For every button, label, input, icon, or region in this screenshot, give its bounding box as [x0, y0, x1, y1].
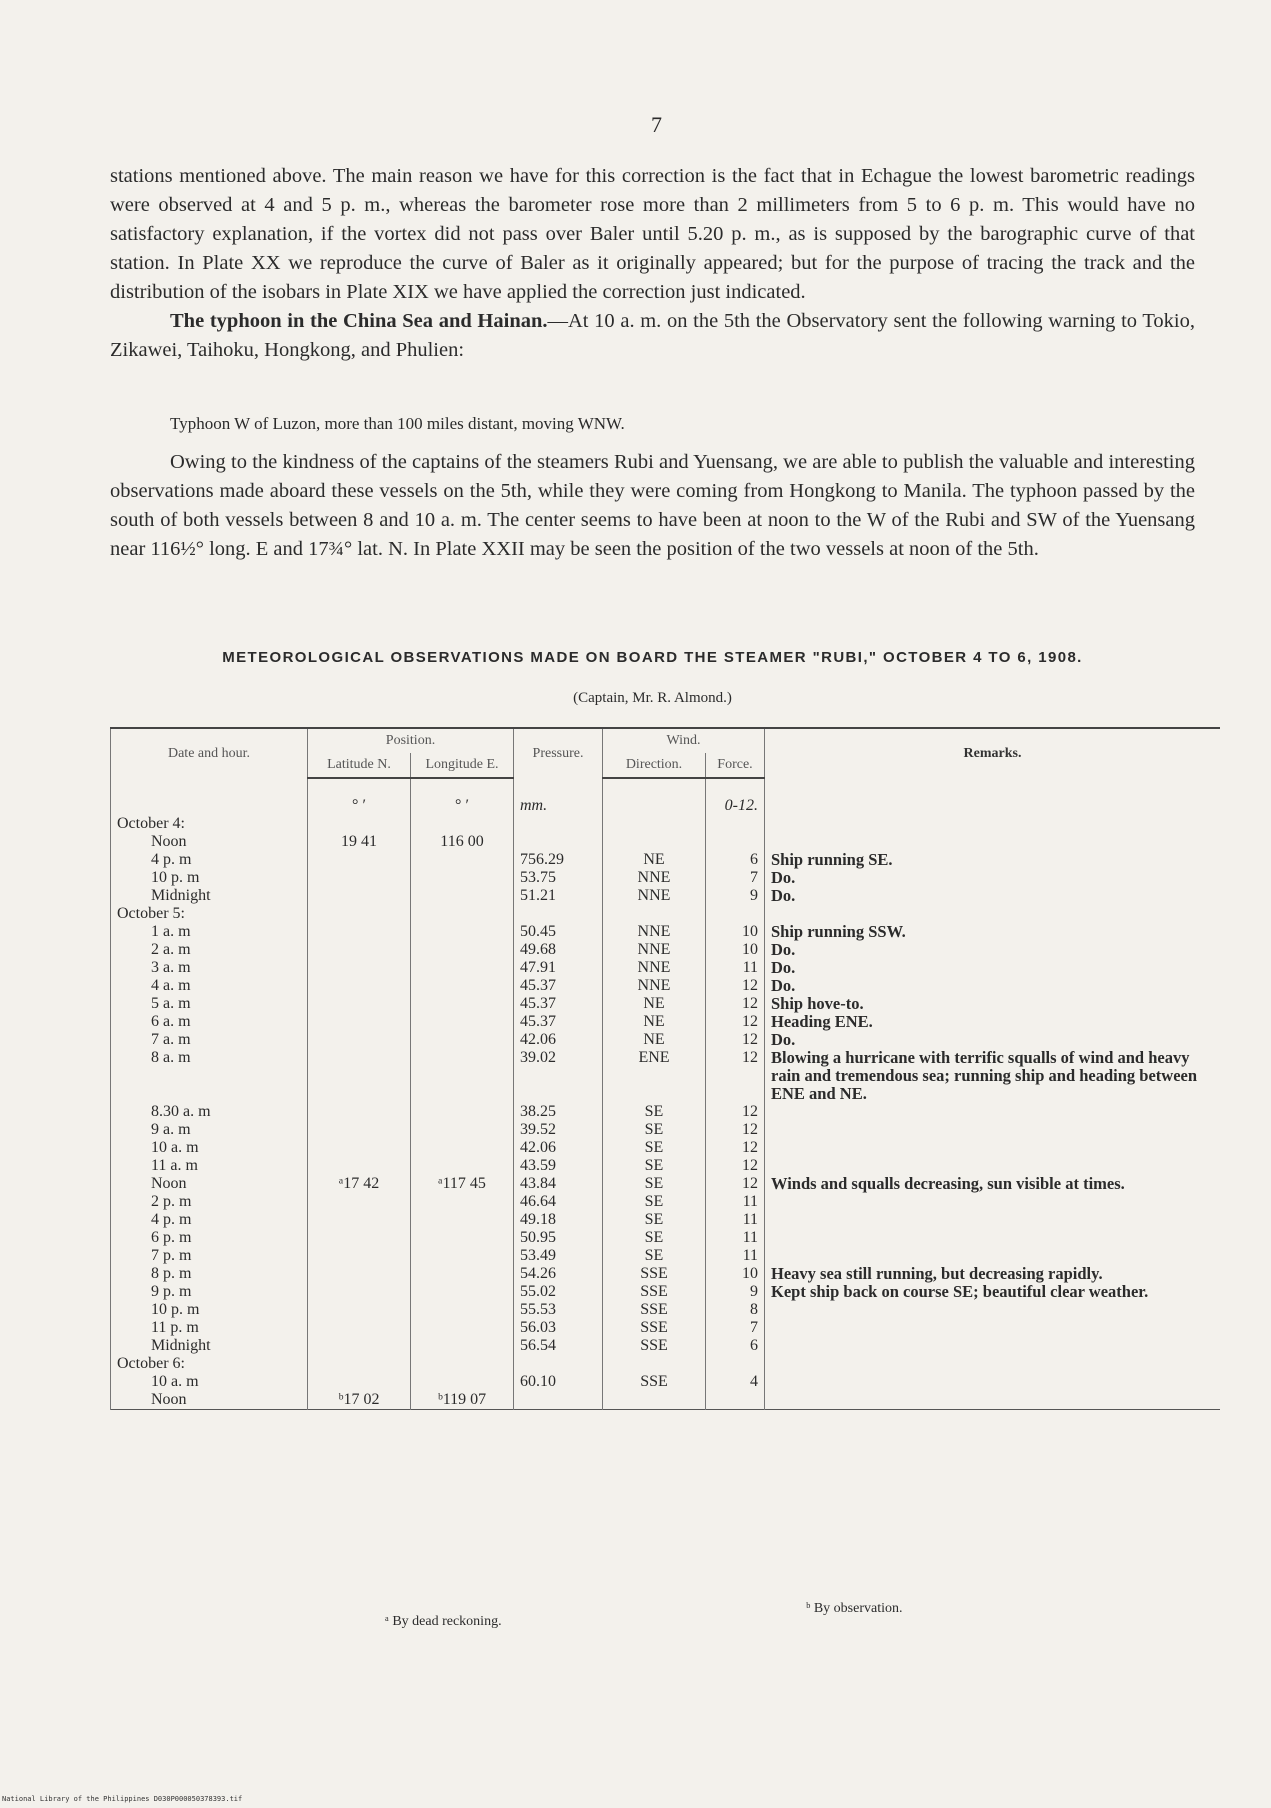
row-pressure: 49.68 [514, 941, 603, 959]
row-remark [765, 1211, 1221, 1229]
row-pressure: 55.53 [514, 1301, 603, 1319]
row-wind-direction: SSE [603, 1283, 706, 1301]
row-wind-force: 10 [706, 941, 765, 959]
row-wind-force: 12 [706, 1049, 765, 1103]
row-wind-force: 12 [706, 1157, 765, 1175]
row-pressure [514, 833, 603, 851]
table-row [111, 1139, 1221, 1157]
row-date: 11 a. m [111, 1157, 308, 1175]
row-wind-force: 12 [706, 1031, 765, 1049]
row-remark: Winds and squalls decreasing, sun visible at times. [765, 1175, 1221, 1193]
table-group-row [111, 815, 1221, 833]
row-latitude [308, 995, 411, 1013]
table-row [111, 977, 1221, 995]
row-wind-force: 12 [706, 1013, 765, 1031]
row-wind-direction: SE [603, 1175, 706, 1193]
row-wind-force [706, 905, 765, 923]
table-group-row [111, 1355, 1221, 1373]
row-remark [765, 1373, 1221, 1391]
paragraph-2 [110, 307, 1195, 365]
table-row [111, 1283, 1221, 1301]
header-position: Position. [308, 728, 514, 753]
row-remark: Ship running SSW. [765, 923, 1221, 941]
row-pressure: 756.29 [514, 851, 603, 869]
table-row [111, 1049, 1221, 1103]
row-date: 4 p. m [111, 1211, 308, 1229]
row-longitude [411, 1211, 514, 1229]
row-date: October 4: [111, 815, 308, 833]
header-direction: Direction. [603, 753, 706, 778]
row-remark: Ship hove-to. [765, 995, 1221, 1013]
row-latitude [308, 1049, 411, 1103]
row-wind-direction: NE [603, 1031, 706, 1049]
row-wind-force: 6 [706, 1337, 765, 1355]
row-wind-direction: NNE [603, 977, 706, 995]
row-latitude [308, 1247, 411, 1265]
row-wind-direction [603, 815, 706, 833]
row-latitude: 19 41 [308, 833, 411, 851]
row-pressure: 39.52 [514, 1121, 603, 1139]
table-row [111, 1175, 1221, 1193]
row-latitude: ᵃ17 42 [308, 1175, 411, 1193]
row-pressure: 50.45 [514, 923, 603, 941]
row-date: 3 a. m [111, 959, 308, 977]
header-date: Date and hour. [111, 728, 308, 778]
body-text-2 [110, 448, 1195, 564]
row-wind-direction: SE [603, 1193, 706, 1211]
paragraph-3: Owing to the kindness of the captains of the steamers Rubi and Yuensang, we are able to publish the valuable and interesting observations made aboard these vessels on the 5th, while they were coming from Hongkong to Manila. The typhoon passed by the south of both vessels between 8 and 10 a. m. The center seems to have been at noon to the W of the Rubi and SW of the Yuensang near 116½° long. E and 17¾° lat. N. In Plate XXII may be seen the position of the two vessels at noon of the 5th. [110, 451, 1195, 560]
row-longitude [411, 1049, 514, 1103]
row-longitude [411, 923, 514, 941]
row-longitude [411, 941, 514, 959]
row-longitude [411, 1229, 514, 1247]
row-wind-force: 11 [706, 1229, 765, 1247]
row-longitude [411, 977, 514, 995]
row-pressure: 39.02 [514, 1049, 603, 1103]
row-date: 10 p. m [111, 869, 308, 887]
row-wind-direction: NE [603, 995, 706, 1013]
row-date: 5 a. m [111, 995, 308, 1013]
row-wind-direction [603, 1391, 706, 1410]
unit-lat: ° ′ [308, 797, 411, 815]
row-date: 1 a. m [111, 923, 308, 941]
row-wind-force: 7 [706, 1319, 765, 1337]
row-longitude [411, 995, 514, 1013]
table-row [111, 1211, 1221, 1229]
row-latitude [308, 941, 411, 959]
row-date: 4 a. m [111, 977, 308, 995]
row-latitude [308, 959, 411, 977]
row-wind-force: 10 [706, 1265, 765, 1283]
header-latitude: Latitude N. [308, 753, 411, 778]
unit-lon: ° ′ [411, 797, 514, 815]
table-row [111, 1031, 1221, 1049]
row-latitude [308, 1121, 411, 1139]
row-longitude [411, 887, 514, 905]
row-longitude: ᵃ117 45 [411, 1175, 514, 1193]
row-longitude [411, 1139, 514, 1157]
row-longitude [411, 1193, 514, 1211]
row-wind-direction: NNE [603, 941, 706, 959]
row-pressure: 55.02 [514, 1283, 603, 1301]
table-group-row [111, 905, 1221, 923]
row-latitude [308, 1265, 411, 1283]
body-text [110, 162, 1195, 365]
row-longitude [411, 1265, 514, 1283]
row-wind-direction: SE [603, 1139, 706, 1157]
row-longitude [411, 1103, 514, 1121]
row-remark [765, 1229, 1221, 1247]
row-pressure: 50.95 [514, 1229, 603, 1247]
row-wind-direction: NNE [603, 887, 706, 905]
row-remark: Do. [765, 1031, 1221, 1049]
row-pressure: 60.10 [514, 1373, 603, 1391]
row-pressure: 53.49 [514, 1247, 603, 1265]
row-pressure: 56.03 [514, 1319, 603, 1337]
row-remark [765, 1247, 1221, 1265]
row-pressure: 45.37 [514, 1013, 603, 1031]
header-force: Force. [706, 753, 765, 778]
row-latitude [308, 1103, 411, 1121]
row-wind-force: 11 [706, 959, 765, 977]
row-longitude [411, 1355, 514, 1373]
row-remark: Do. [765, 887, 1221, 905]
row-remark [765, 1157, 1221, 1175]
row-pressure [514, 905, 603, 923]
row-date: October 5: [111, 905, 308, 923]
header-longitude: Longitude E. [411, 753, 514, 778]
row-pressure: 53.75 [514, 869, 603, 887]
row-remark [765, 1319, 1221, 1337]
row-wind-force: 4 [706, 1373, 765, 1391]
row-wind-direction: SSE [603, 1319, 706, 1337]
row-wind-force [706, 815, 765, 833]
row-latitude [308, 1211, 411, 1229]
row-longitude [411, 1301, 514, 1319]
row-longitude [411, 1013, 514, 1031]
row-remark [765, 1121, 1221, 1139]
table-row [111, 995, 1221, 1013]
row-date: 4 p. m [111, 851, 308, 869]
header-pressure: Pressure. [514, 728, 603, 778]
row-latitude: ᵇ17 02 [308, 1391, 411, 1410]
table-row [111, 887, 1221, 905]
row-date: 9 a. m [111, 1121, 308, 1139]
row-remark: Heading ENE. [765, 1013, 1221, 1031]
row-latitude [308, 923, 411, 941]
row-latitude [308, 1301, 411, 1319]
row-wind-direction: SSE [603, 1373, 706, 1391]
row-date: 11 p. m [111, 1319, 308, 1337]
row-wind-force: 12 [706, 1121, 765, 1139]
row-latitude [308, 1193, 411, 1211]
row-longitude [411, 1319, 514, 1337]
row-wind-direction [603, 905, 706, 923]
row-remark: Do. [765, 941, 1221, 959]
footnote-observation: ᵇ By observation. [806, 1601, 903, 1616]
row-pressure [514, 1355, 603, 1373]
row-remark: Ship running SE. [765, 851, 1221, 869]
observations-table [110, 727, 1220, 1410]
row-date: 2 a. m [111, 941, 308, 959]
row-latitude [308, 1031, 411, 1049]
table-row [111, 851, 1221, 869]
row-wind-direction: SE [603, 1229, 706, 1247]
row-remark [765, 1193, 1221, 1211]
row-longitude [411, 959, 514, 977]
row-pressure: 45.37 [514, 995, 603, 1013]
row-remark: Blowing a hurricane with terrific squalls of wind and heavy rain and tremendous sea; running ship and heading between ENE and NE. [765, 1049, 1221, 1103]
row-date: 6 a. m [111, 1013, 308, 1031]
row-wind-direction: SSE [603, 1337, 706, 1355]
row-longitude [411, 1031, 514, 1049]
table-row [111, 1103, 1221, 1121]
row-wind-force [706, 1355, 765, 1373]
row-remark: Kept ship back on course SE; beautiful clear weather. [765, 1283, 1221, 1301]
row-pressure: 51.21 [514, 887, 603, 905]
row-date: 10 a. m [111, 1373, 308, 1391]
row-wind-direction: SE [603, 1103, 706, 1121]
row-pressure: 49.18 [514, 1211, 603, 1229]
row-latitude [308, 1337, 411, 1355]
row-wind-force: 10 [706, 923, 765, 941]
row-remark: Do. [765, 977, 1221, 995]
row-date: Midnight [111, 1337, 308, 1355]
row-pressure: 56.54 [514, 1337, 603, 1355]
table-row [111, 1373, 1221, 1391]
table-row [111, 1013, 1221, 1031]
page-number: 7 [651, 112, 662, 137]
row-remark [765, 1139, 1221, 1157]
row-wind-direction: SE [603, 1211, 706, 1229]
table-row [111, 1265, 1221, 1283]
row-date: 9 p. m [111, 1283, 308, 1301]
row-pressure: 42.06 [514, 1139, 603, 1157]
row-pressure [514, 1391, 603, 1410]
row-wind-force: 6 [706, 851, 765, 869]
table-spacer [111, 778, 1221, 797]
table-row [111, 869, 1221, 887]
row-wind-force: 12 [706, 1175, 765, 1193]
table-title: METEOROLOGICAL OBSERVATIONS MADE ON BOARD THE STEAMER "RUBI," OCTOBER 4 TO 6, 1908. [222, 649, 1083, 666]
row-latitude [308, 1013, 411, 1031]
row-pressure: 38.25 [514, 1103, 603, 1121]
row-pressure: 47.91 [514, 959, 603, 977]
row-longitude [411, 815, 514, 833]
row-date: Noon [111, 833, 308, 851]
row-remark [765, 1103, 1221, 1121]
row-remark [765, 905, 1221, 923]
row-wind-force [706, 833, 765, 851]
table-row [111, 923, 1221, 941]
row-wind-direction: NNE [603, 869, 706, 887]
row-remark [765, 815, 1221, 833]
row-wind-direction: NE [603, 851, 706, 869]
row-wind-direction: ENE [603, 1049, 706, 1103]
row-wind-force: 11 [706, 1211, 765, 1229]
table-row [111, 1157, 1221, 1175]
row-pressure: 43.59 [514, 1157, 603, 1175]
row-remark [765, 833, 1221, 851]
row-date: 10 p. m [111, 1301, 308, 1319]
paragraph-1: stations mentioned above. The main reason we have for this correction is the fact that in Echague the lowest barometric readings were observed at 4 and 5 p. m., whereas the barometer rose more than 2 millimeters from 5 to 6 p. m. This would have no satisfactory explanation, if the vortex did not pass over Baler until 5.20 p. m., as is supposed by the barographic curve of that station. In Plate XX we reproduce the curve of Baler as it originally appeared; but for the purpose of tracing the track and the distribution of the isobars in Plate XIX we have applied the correction just indicated. [110, 165, 1195, 303]
row-latitude [308, 905, 411, 923]
row-date: 2 p. m [111, 1193, 308, 1211]
row-wind-direction: SSE [603, 1265, 706, 1283]
row-date: Midnight [111, 887, 308, 905]
row-latitude [308, 1373, 411, 1391]
unit-pressure: mm. [514, 797, 603, 815]
row-date: 6 p. m [111, 1229, 308, 1247]
row-wind-force: 12 [706, 1139, 765, 1157]
row-wind-direction: SSE [603, 1301, 706, 1319]
row-wind-direction: SE [603, 1121, 706, 1139]
table-row [111, 959, 1221, 977]
scan-credit: National Library of the Philippines D030P000050378393.tif [2, 1795, 243, 1803]
units-row [111, 797, 1221, 815]
row-wind-direction [603, 1355, 706, 1373]
row-remark: Do. [765, 959, 1221, 977]
row-pressure: 45.37 [514, 977, 603, 995]
row-wind-force: 9 [706, 887, 765, 905]
row-latitude [308, 1355, 411, 1373]
table-row [111, 1229, 1221, 1247]
row-wind-direction: SE [603, 1247, 706, 1265]
row-remark [765, 1337, 1221, 1355]
row-date: Noon [111, 1391, 308, 1410]
row-latitude [308, 1157, 411, 1175]
row-wind-direction: SE [603, 1157, 706, 1175]
paragraph-2-text: —At 10 a. m. on the 5th the Observatory sent the following warning to Tokio, Zikawei, Taihoku, Hongkong, and Phulien: [110, 310, 1195, 361]
row-longitude: 116 00 [411, 833, 514, 851]
row-longitude [411, 1157, 514, 1175]
row-longitude [411, 1121, 514, 1139]
row-longitude [411, 869, 514, 887]
unit-force: 0-12. [706, 797, 765, 815]
table-row [111, 1247, 1221, 1265]
row-wind-force: 8 [706, 1301, 765, 1319]
row-wind-direction: NE [603, 1013, 706, 1031]
row-wind-force: 7 [706, 869, 765, 887]
row-remark [765, 1301, 1221, 1319]
table-row [111, 1337, 1221, 1355]
row-remark [765, 1391, 1221, 1410]
row-wind-force: 12 [706, 995, 765, 1013]
table-row [111, 941, 1221, 959]
row-longitude [411, 851, 514, 869]
header-remarks: Remarks. [765, 728, 1221, 778]
row-latitude [308, 815, 411, 833]
row-pressure: 42.06 [514, 1031, 603, 1049]
table-row [111, 1319, 1221, 1337]
row-wind-force: 12 [706, 977, 765, 995]
row-wind-force: 11 [706, 1247, 765, 1265]
row-pressure: 43.84 [514, 1175, 603, 1193]
row-latitude [308, 1139, 411, 1157]
row-longitude [411, 1337, 514, 1355]
row-pressure: 46.64 [514, 1193, 603, 1211]
row-latitude [308, 1319, 411, 1337]
row-wind-direction [603, 833, 706, 851]
observations-body [111, 778, 1221, 1410]
row-wind-direction: NNE [603, 959, 706, 977]
row-date: 8 p. m [111, 1265, 308, 1283]
table-subtitle: (Captain, Mr. R. Almond.) [573, 690, 732, 706]
row-latitude [308, 977, 411, 995]
table-row [111, 1121, 1221, 1139]
row-longitude [411, 1247, 514, 1265]
header-wind: Wind. [603, 728, 765, 753]
row-longitude [411, 905, 514, 923]
row-remark: Do. [765, 869, 1221, 887]
row-wind-direction: NNE [603, 923, 706, 941]
row-wind-force: 11 [706, 1193, 765, 1211]
row-latitude [308, 869, 411, 887]
table-row [111, 1301, 1221, 1319]
row-longitude: ᵇ119 07 [411, 1391, 514, 1410]
row-remark [765, 1355, 1221, 1373]
row-date: 8 a. m [111, 1049, 308, 1103]
row-pressure: 54.26 [514, 1265, 603, 1283]
table-row [111, 1391, 1221, 1410]
table-row [111, 833, 1221, 851]
section-heading: The typhoon in the China Sea and Hainan. [170, 310, 548, 332]
row-longitude [411, 1373, 514, 1391]
row-date: Noon [111, 1175, 308, 1193]
row-wind-force: 12 [706, 1103, 765, 1121]
row-date: 7 p. m [111, 1247, 308, 1265]
row-latitude [308, 1229, 411, 1247]
row-date: October 6: [111, 1355, 308, 1373]
row-latitude [308, 1283, 411, 1301]
table-row [111, 1193, 1221, 1211]
warning-message: Typhoon W of Luzon, more than 100 miles distant, moving WNW. [170, 414, 625, 433]
row-wind-force [706, 1391, 765, 1410]
row-date: 7 a. m [111, 1031, 308, 1049]
row-date: 8.30 a. m [111, 1103, 308, 1121]
footnote-dead-reckoning: ᵃ By dead reckoning. [385, 1614, 502, 1629]
row-date: 10 a. m [111, 1139, 308, 1157]
row-latitude [308, 851, 411, 869]
row-longitude [411, 1283, 514, 1301]
row-latitude [308, 887, 411, 905]
row-remark: Heavy sea still running, but decreasing rapidly. [765, 1265, 1221, 1283]
row-pressure [514, 815, 603, 833]
row-wind-force: 9 [706, 1283, 765, 1301]
